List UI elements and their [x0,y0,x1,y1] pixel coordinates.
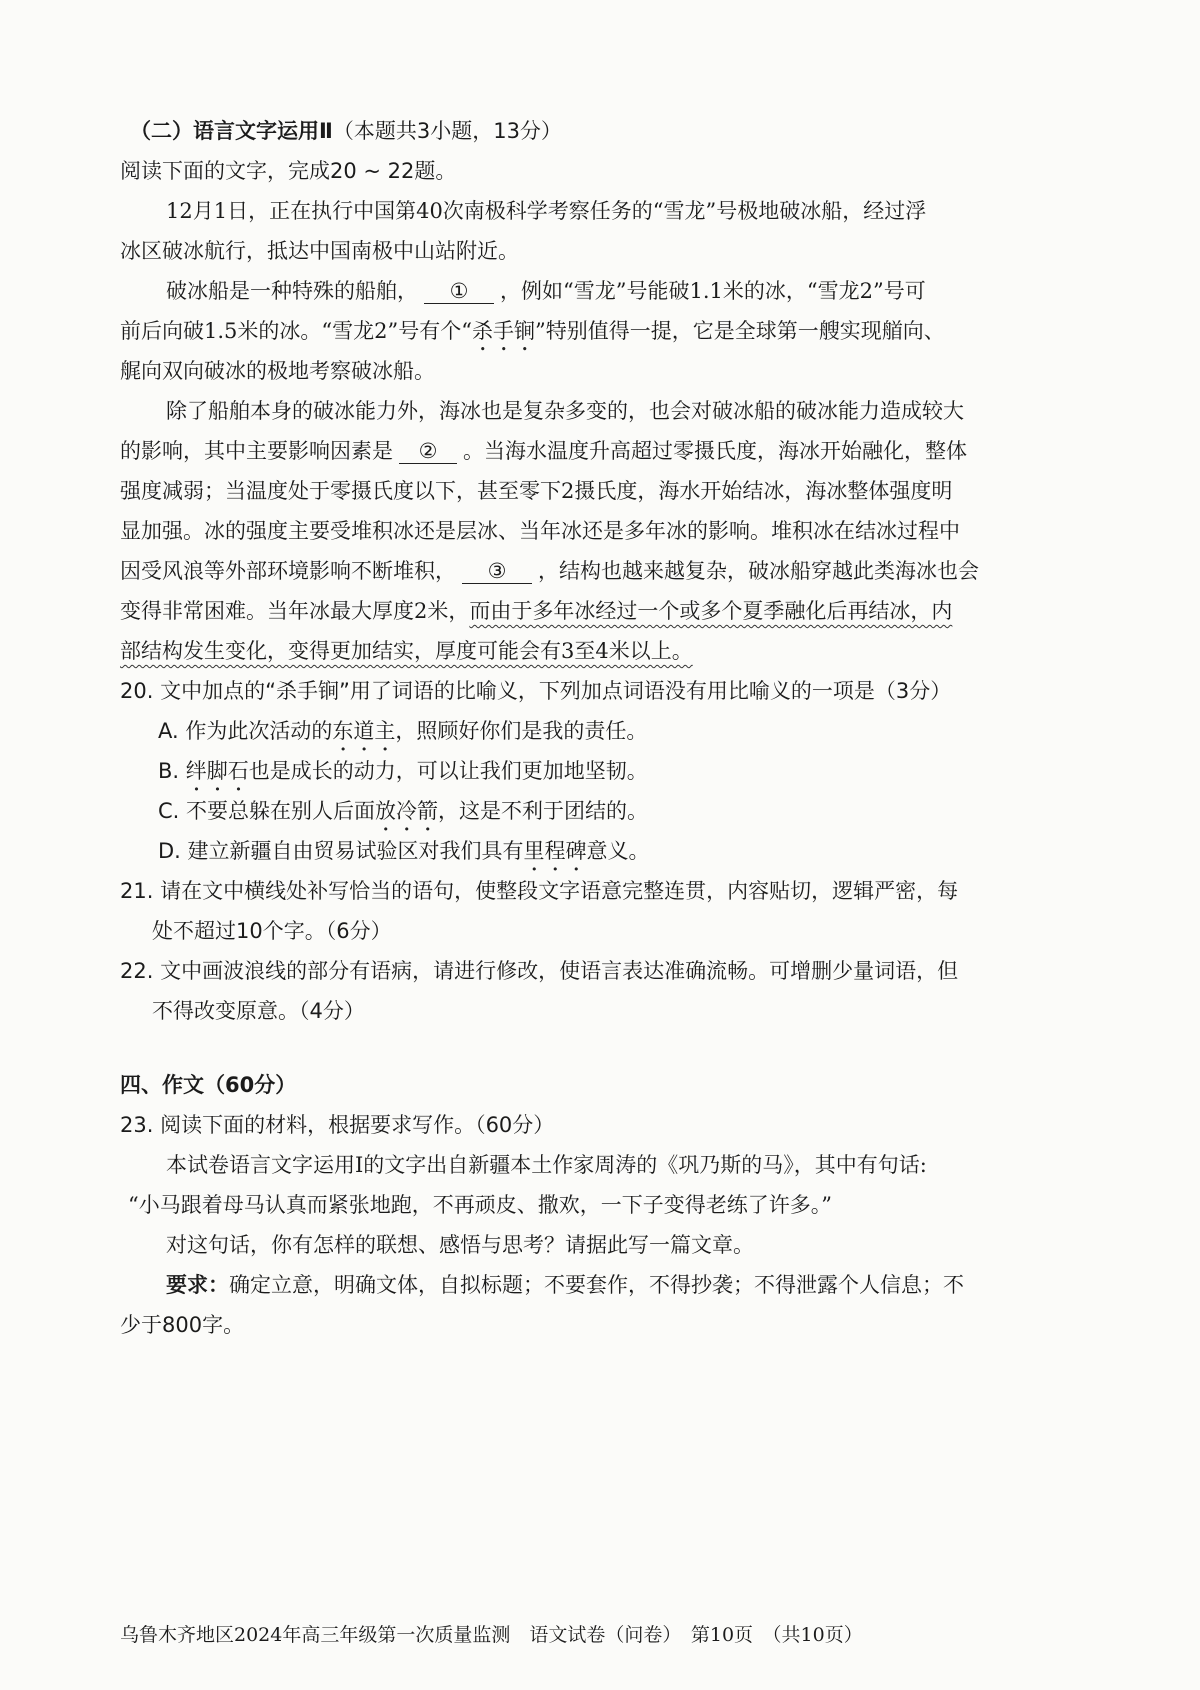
dotted-term: 杀手锏 [471,319,535,343]
page-footer: 乌鲁木齐地区2024年高三年级第一次质量监测 语文试卷（问卷） 第10页 （共10页） [120,1624,863,1646]
option-text: ，这是不利于团结的。 [438,799,649,823]
question-20: 20. 文中加点的“杀手锏”用了词语的比喻义，下列加点词语没有用比喻义的一项是（3分） [120,679,952,703]
dotted-term: 放冷箭 [375,799,439,823]
dotted-term: 里程碑 [523,839,587,863]
passage-text: ”特别值得一提，它是全球第一艘实现艏向、 [534,319,945,343]
passage-line: 12月1日，正在执行中国第40次南极科学考察任务的“雪龙”号极地破冰船，经过浮 [166,199,927,223]
question-22: 22. 文中画波浪线的部分有语病，请进行修改，使语言表达准确流畅。可增删少量词语，但 [120,959,959,983]
option-b [158,756,648,796]
section-score: （本题共3小题，13分） [332,119,562,143]
dotted-term: 绊脚石 [185,759,249,783]
passage-line [166,276,926,306]
option-text: C. 不要总躲在别人后面 [158,799,376,823]
passage-line [120,436,967,466]
material-line: “小马跟着母马认真而紧张地跑，不再顽皮、撒欢，一下子变得老练了许多。” [128,1193,832,1217]
question-23: 23. 阅读下面的材料，根据要求写作。（60分） [120,1113,555,1137]
passage-line [120,596,952,626]
option-c [158,796,648,836]
passage-text: ，结构也越来越复杂，破冰船穿越此类海冰也会 [538,559,979,583]
passage-text: 。当海水温度升高超过零摄氏度，海冰开始融化，整体 [463,439,967,463]
passage-text: 变得非常困难。当年冰最大厚度2米， [120,599,470,623]
option-d [158,836,650,876]
wavy-underlined-text: 而由于多年冰经过一个或多个夏季融化后再结冰，内 [469,599,953,623]
passage-line: 除了船舶本身的破冰能力外，海冰也是复杂多变的，也会对破冰船的破冰能力造成较大 [166,399,964,423]
blank-2: ② [399,439,457,464]
requirements [166,1270,964,1300]
passage-line: 显加强。冰的强度主要受堆积冰还是层冰、当年冰还是多年冰的影响。堆积冰在结冰过程中 [120,519,960,543]
passage-text: ，例如“雪龙”号能破1.1米的冰，“雪龙2”号可 [500,279,926,303]
requirements-label: 要求： [166,1273,229,1297]
passage-text: 的影响，其中主要影响因素是 [120,439,393,463]
blank-3: ③ [462,559,532,584]
question-21: 21. 请在文中横线处补写恰当的语句，使整段文字语意完整连贯，内容贴切，逻辑严密，每 [120,879,959,903]
option-text: ，照顾好你们是我的责任。 [395,719,648,743]
passage-text: 破冰船是一种特殊的船舶， [166,279,418,303]
dotted-term: 东道主 [332,719,396,743]
option-text: B. [158,759,186,783]
blank-1: ① [424,279,494,304]
option-text: 也是成长的动力，可以让我们更加地坚韧。 [248,759,648,783]
passage-line: 艉向双向破冰的极地考察破冰船。 [120,359,435,383]
passage-line [120,556,979,586]
requirements-cont: 少于800字。 [120,1313,245,1337]
prompt-line: 对这句话，你有怎样的联想、感悟与思考？请据此写一篇文章。 [166,1233,754,1257]
option-text: A. 作为此次活动的 [158,719,333,743]
composition-heading: 四、作文（60分） [120,1073,297,1097]
section-title: （二）语言文字运用Ⅱ [130,119,333,143]
option-text: 意义。 [586,839,650,863]
section-heading [130,116,562,146]
passage-text: 前后向破1.5米的冰。“雪龙2”号有个“ [120,319,472,343]
option-a [158,716,647,756]
reading-instruction: 阅读下面的文字，完成20 ~ 22题。 [120,159,457,183]
requirements-text: 确定立意，明确文体，自拟标题；不要套作，不得抄袭；不得泄露个人信息；不 [229,1273,964,1297]
question-22-cont: 不得改变原意。（4分） [152,999,365,1023]
passage-text: 因受风浪等外部环境影响不断堆积， [120,559,456,583]
material-line: 本试卷语言文字运用Ⅰ的文字出自新疆本土作家周涛的《巩乃斯的马》，其中有句话: [166,1153,927,1177]
option-text: D. 建立新疆自由贸易试验区对我们具有 [158,839,524,863]
passage-line [120,636,693,666]
passage-line [120,316,945,356]
wavy-underlined-text: 部结构发生变化，变得更加结实，厚度可能会有3至4米以上。 [120,639,693,663]
passage-line: 强度减弱；当温度处于零摄氏度以下，甚至零下2摄氏度，海水开始结冰，海冰整体强度明 [120,479,953,503]
question-21-cont: 处不超过10个字。（6分） [152,919,392,943]
passage-line: 冰区破冰航行，抵达中国南极中山站附近。 [120,239,519,263]
